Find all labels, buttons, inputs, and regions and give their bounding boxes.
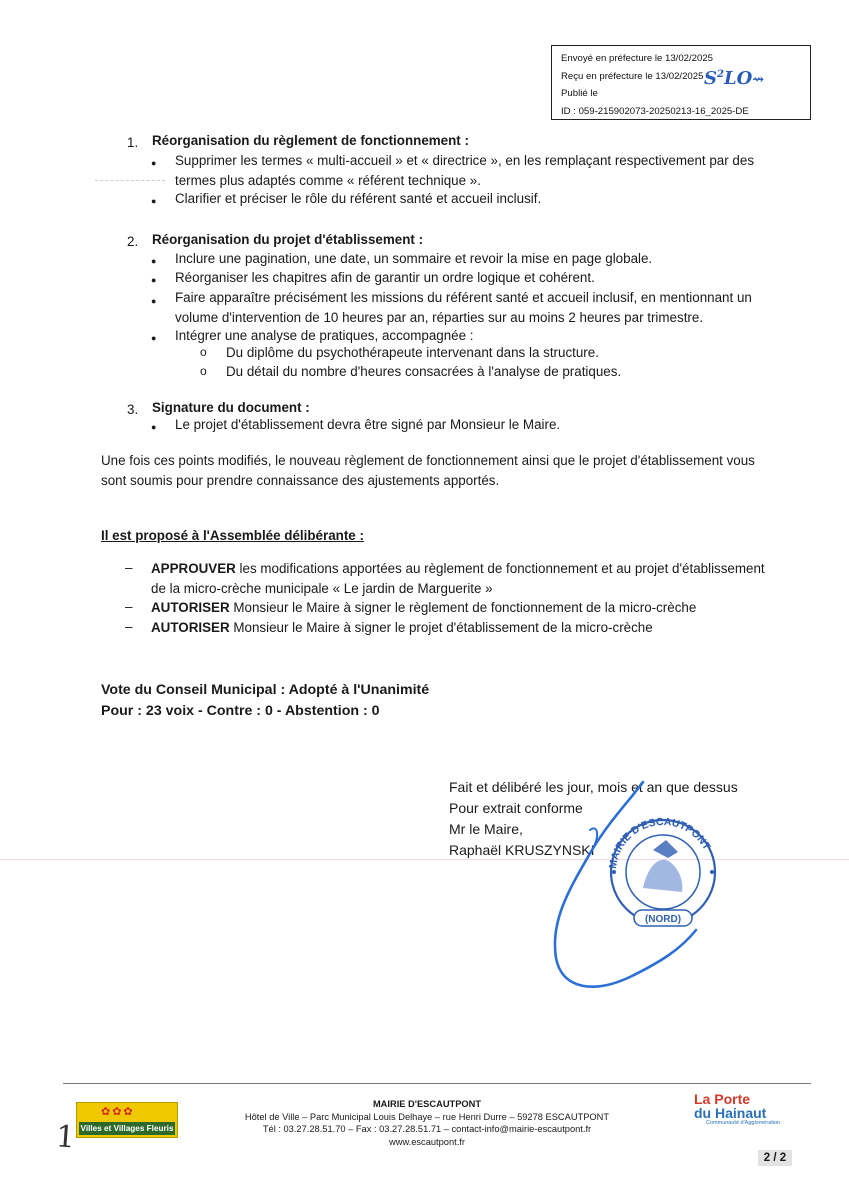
villes-villages-fleuris-logo: ✿✿✿ Villes et Villages Fleuris bbox=[76, 1102, 178, 1138]
signature-block: Fait et délibéré les jour, mois et an que dessus Pour extrait conforme Mr le Maire, Raphaël KRUSZYNSKI bbox=[449, 779, 738, 858]
handwritten-number: 1 bbox=[54, 1119, 77, 1156]
list-item: Le projet d'établissement devra être signé par Monsieur le Maire. bbox=[175, 417, 561, 432]
proposal-heading: Il est proposé à l'Assemblée délibérante : bbox=[101, 528, 364, 543]
bullet-icon: ● bbox=[151, 296, 157, 306]
bullet-icon: ● bbox=[151, 256, 157, 266]
stamp-sent: Envoyé en préfecture le 13/02/2025 bbox=[561, 53, 714, 64]
bullet-icon: ● bbox=[151, 333, 157, 343]
list-item: Supprimer les termes « multi-accueil » et « directrice », en les remplaçant respectivement par des termes plus adaptés comme « référent technique ». bbox=[175, 153, 755, 188]
bullet-icon: ● bbox=[151, 422, 157, 432]
section-number: 1. bbox=[127, 135, 139, 150]
svg-text:(NORD): (NORD) bbox=[644, 914, 682, 925]
section-number: 2. bbox=[127, 234, 139, 249]
sub-bullet-icon: o bbox=[200, 364, 207, 378]
section-number: 3. bbox=[127, 402, 139, 417]
footer-divider bbox=[63, 1083, 811, 1084]
prefecture-stamp bbox=[551, 45, 811, 120]
sub-bullet-icon: o bbox=[200, 345, 207, 359]
footer-address: MAIRIE D'ESCAUTPONT Hôtel de Ville – Parc Municipal Louis Delhaye – rue Henri Durre – 59278 ESCAUTPONT Tél : 03.27.28.51.70 – Fax : 03.27.28.51.71 – contact-info@mairie-escautpont.fr www.escautpont.fr bbox=[244, 1099, 610, 1147]
sub-list-item: Du diplôme du psychothérapeute intervenant dans la structure. bbox=[226, 345, 599, 360]
dash-bullet: – bbox=[125, 619, 133, 634]
s2lo-logo: $S^2LO⇝$ bbox=[704, 68, 765, 89]
bullet-icon: ● bbox=[151, 158, 157, 168]
scan-artifact bbox=[95, 180, 165, 181]
sub-list-item: Du détail du nombre d'heures consacrées à l'analyse de pratiques. bbox=[226, 364, 622, 379]
page-number: 2 / 2 bbox=[758, 1150, 792, 1166]
handwritten-signature bbox=[540, 780, 700, 1000]
section-title: Signature du document : bbox=[152, 400, 310, 415]
la-porte-du-hainaut-logo: La Porte du Hainaut Communauté d'Agglomération bbox=[694, 1091, 781, 1126]
bullet-icon: ● bbox=[151, 275, 157, 285]
stamp-published: Publié le bbox=[561, 88, 598, 99]
stamp-received: Reçu en préfecture le 13/02/2025 bbox=[561, 70, 704, 82]
proposal-item: AUTORISER Monsieur le Maire à signer le projet d'établissement de la micro-crèche bbox=[151, 620, 653, 635]
svg-text:MAIRIE D'ESCAUTPONT: MAIRIE D'ESCAUTPONT bbox=[606, 815, 713, 870]
list-item: Réorganiser les chapitres afin de garantir un ordre logique et cohérent. bbox=[175, 270, 595, 285]
proposal-item: APPROUVER les modifications apportées au règlement de fonctionnement et au projet d'établissement de la micro-crèche municipale « Le jardin de Marguerite » bbox=[151, 561, 765, 596]
list-item: Intégrer une analyse de pratiques, accompagnée : bbox=[175, 328, 474, 343]
dash-bullet: – bbox=[125, 599, 133, 614]
list-item: Clarifier et préciser le rôle du référent santé et accueil inclusif. bbox=[175, 191, 542, 206]
dash-bullet: – bbox=[125, 560, 133, 575]
stamp-id: ID : 059-215902073-20250213-16_2025-DE bbox=[561, 105, 749, 117]
list-item: Inclure une pagination, une date, un sommaire et revoir la mise en page globale. bbox=[175, 251, 653, 266]
section-title: Réorganisation du règlement de fonctionnement : bbox=[152, 133, 469, 148]
proposal-item: AUTORISER Monsieur le Maire à signer le règlement de fonctionnement de la micro-crèche bbox=[151, 600, 697, 615]
vote-result: Vote du Conseil Municipal : Adopté à l'Unanimité Pour : 23 voix - Contre : 0 - Abstention : 0 bbox=[101, 682, 430, 719]
paragraph: Une fois ces points modifiés, le nouveau règlement de fonctionnement ainsi que le projet d'établissement vous sont soumis pour prendre connaissance des ajustements apportés. bbox=[101, 453, 755, 488]
section-title: Réorganisation du projet d'établissement : bbox=[152, 232, 424, 247]
list-item: Faire apparaître précisément les missions du référent santé et accueil inclusif, en mentionnant un volume d'intervention de 10 heures par an, réparties sur au moins 2 heures par trimestre. bbox=[175, 290, 752, 325]
bullet-icon: ● bbox=[151, 196, 157, 206]
